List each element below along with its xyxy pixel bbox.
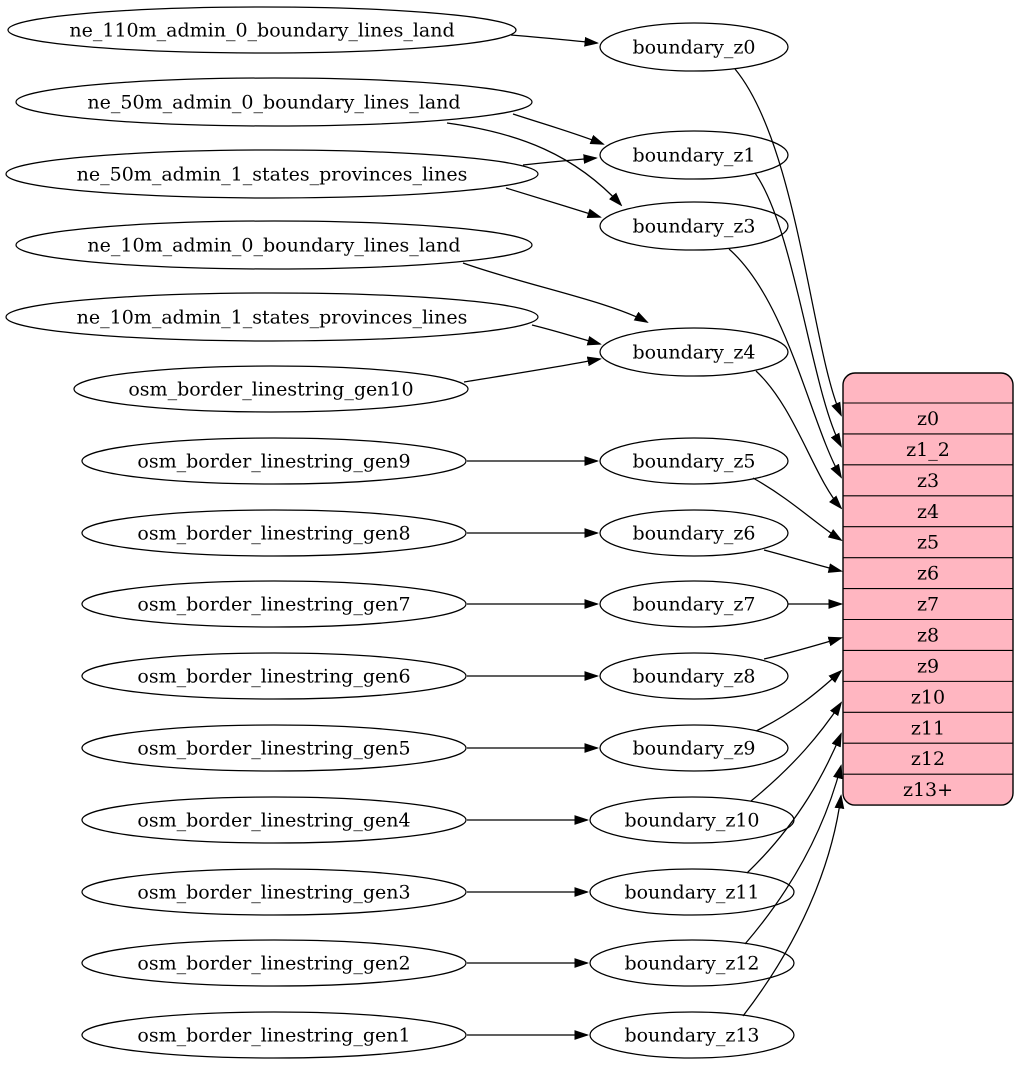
transform-node-boundary_z10 — [590, 797, 794, 843]
transform-node-boundary_z0 — [600, 23, 788, 71]
table-row-z3: z3 — [916, 469, 940, 492]
layer-boundary-table — [843, 373, 1013, 805]
source-node-osm_border_linestring_gen3 — [82, 869, 466, 915]
transform-label: boundary_z11 — [624, 881, 760, 904]
source-node-osm_border_linestring_gen6 — [82, 653, 466, 699]
source-label: ne_50m_admin_0_boundary_lines_land — [87, 91, 461, 114]
table-row-z5: z5 — [916, 531, 940, 554]
table-row-z13+: z13+ — [902, 779, 954, 802]
source-label: osm_border_linestring_gen2 — [137, 952, 411, 975]
source-node-osm_border_linestring_gen9 — [82, 438, 466, 484]
source-label: ne_10m_admin_1_states_provinces_lines — [76, 306, 468, 329]
source-node-ne_50m_admin_1_states_provinces_lines — [6, 150, 538, 198]
transform-label: boundary_z0 — [632, 36, 756, 59]
table-row-z6: z6 — [916, 562, 940, 585]
transform-label: boundary_z13 — [624, 1024, 760, 1047]
nodes-layer — [6, 7, 794, 1058]
transform-label: boundary_z8 — [632, 665, 756, 688]
table-row-z8: z8 — [916, 624, 940, 647]
transform-node-boundary_z7 — [600, 581, 788, 627]
table-row-z10: z10 — [910, 686, 946, 709]
transform-label: boundary_z5 — [632, 450, 756, 473]
transform-label: boundary_z4 — [632, 341, 756, 364]
source-label: osm_border_linestring_gen10 — [128, 378, 414, 401]
transform-node-boundary_z9 — [600, 725, 788, 771]
transform-label: boundary_z7 — [632, 593, 756, 616]
transform-node-boundary_z12 — [590, 940, 794, 986]
source-label: osm_border_linestring_gen9 — [137, 450, 411, 473]
source-label: ne_10m_admin_0_boundary_lines_land — [87, 234, 461, 257]
table-row-z11: z11 — [910, 717, 946, 740]
source-node-ne_50m_admin_0_boundary_lines_land — [16, 78, 532, 126]
source-label: osm_border_linestring_gen7 — [137, 593, 411, 616]
source-node-osm_border_linestring_gen5 — [82, 725, 466, 771]
source-label: osm_border_linestring_gen6 — [137, 665, 411, 688]
source-node-osm_border_linestring_gen10 — [74, 366, 468, 412]
table-row-z4: z4 — [916, 500, 940, 523]
transform-node-boundary_z11 — [590, 869, 794, 915]
transform-node-boundary_z1 — [600, 131, 788, 179]
transform-node-boundary_z13 — [590, 1012, 794, 1058]
transform-node-boundary_z8 — [600, 653, 788, 699]
source-label: osm_border_linestring_gen1 — [137, 1024, 411, 1047]
source-label: ne_50m_admin_1_states_provinces_lines — [76, 163, 468, 186]
table-row-z1_2: z1_2 — [906, 438, 950, 461]
source-node-ne_110m_admin_0_boundary_lines_land — [8, 7, 516, 53]
table-row-z0: z0 — [916, 407, 940, 430]
source-node-osm_border_linestring_gen1 — [82, 1012, 466, 1058]
transform-label: boundary_z3 — [632, 215, 756, 238]
table-row-z9: z9 — [916, 655, 940, 678]
source-label: osm_border_linestring_gen5 — [137, 737, 411, 760]
transform-node-boundary_z5 — [600, 438, 788, 484]
source-node-osm_border_linestring_gen4 — [82, 797, 466, 843]
source-label: osm_border_linestring_gen4 — [137, 809, 411, 832]
transform-label: boundary_z10 — [624, 809, 760, 832]
transform-node-boundary_z4 — [600, 328, 788, 376]
transform-label: boundary_z12 — [624, 952, 760, 975]
source-node-ne_10m_admin_1_states_provinces_lines — [6, 293, 538, 341]
transform-label: boundary_z1 — [632, 144, 756, 167]
table-row-z7: z7 — [916, 593, 940, 616]
source-label: osm_border_linestring_gen8 — [137, 522, 411, 545]
source-node-osm_border_linestring_gen2 — [82, 940, 466, 986]
source-node-osm_border_linestring_gen7 — [82, 581, 466, 627]
table-row-z12: z12 — [910, 748, 946, 771]
source-label: osm_border_linestring_gen3 — [137, 881, 411, 904]
source-node-osm_border_linestring_gen8 — [82, 510, 466, 556]
transform-label: boundary_z6 — [632, 522, 756, 545]
transform-node-boundary_z3 — [600, 202, 788, 250]
transform-label: boundary_z9 — [632, 737, 756, 760]
transform-node-boundary_z6 — [600, 510, 788, 556]
source-label: ne_110m_admin_0_boundary_lines_land — [69, 19, 455, 42]
source-node-ne_10m_admin_0_boundary_lines_land — [16, 221, 532, 269]
